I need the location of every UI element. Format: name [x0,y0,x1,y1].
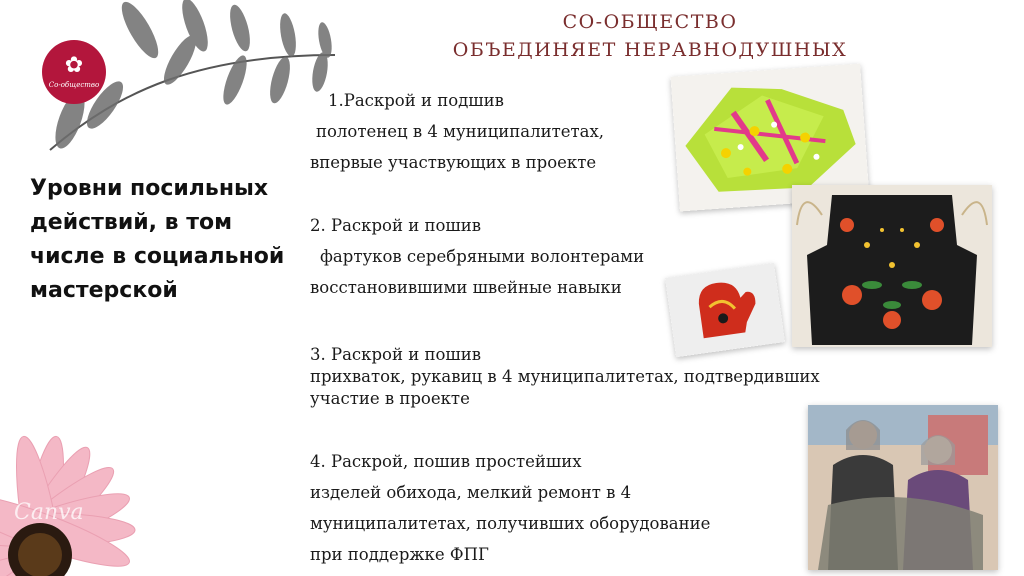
item-line: 1.Раскрой и подшив [328,91,504,110]
flower-decoration [0,380,200,576]
item-line: фартуков серебряными волонтерами [320,247,645,266]
item-line: изделей обихода, мелкий ремонт в 4 [310,483,632,502]
side-heading-line: действий, в том [30,210,233,235]
page-title [360,8,940,64]
list-item-2 [310,210,644,303]
item-line: муниципалитетах, получивших оборудование [310,514,711,533]
logo-text: Со-общество [48,81,100,89]
item-line: 4. Раскрой, пошив простейших [310,452,582,471]
item-line: при поддержке ФПГ [310,545,489,564]
side-heading-line: мастерской [30,278,178,303]
list-item-3 [310,344,820,410]
logo [42,40,106,104]
side-heading-line: числе в социальной [30,244,285,269]
item-line: участие в проекте [310,389,470,408]
title-line-2: ОБЪЕДИНЯЕТ НЕРАВНОДУШНЫХ [452,39,848,61]
watermark: Canva [14,500,84,525]
item-line: 3. Раскрой и пошив [310,345,482,364]
item-line: впервые участвующих в проекте [310,153,597,172]
side-heading-line: Уровни посильных [30,176,269,201]
mitten-photo [665,263,785,358]
side-heading [30,172,300,308]
item-line: прихваток, рукавиц в 4 муниципалитетах, подтвердивших [310,367,820,386]
list-item-1 [310,85,604,178]
item-line: полотенец в 4 муниципалитетах, [316,122,605,141]
people-photo [808,405,998,570]
apron-photo [792,185,992,347]
title-line-1: СО-ОБЩЕСТВО [562,11,738,33]
rose-icon: ✿ [64,53,84,78]
item-line: восстановившими швейные навыки [310,278,622,297]
list-item-4 [310,446,710,570]
item-line: 2. Раскрой и пошив [310,216,482,235]
